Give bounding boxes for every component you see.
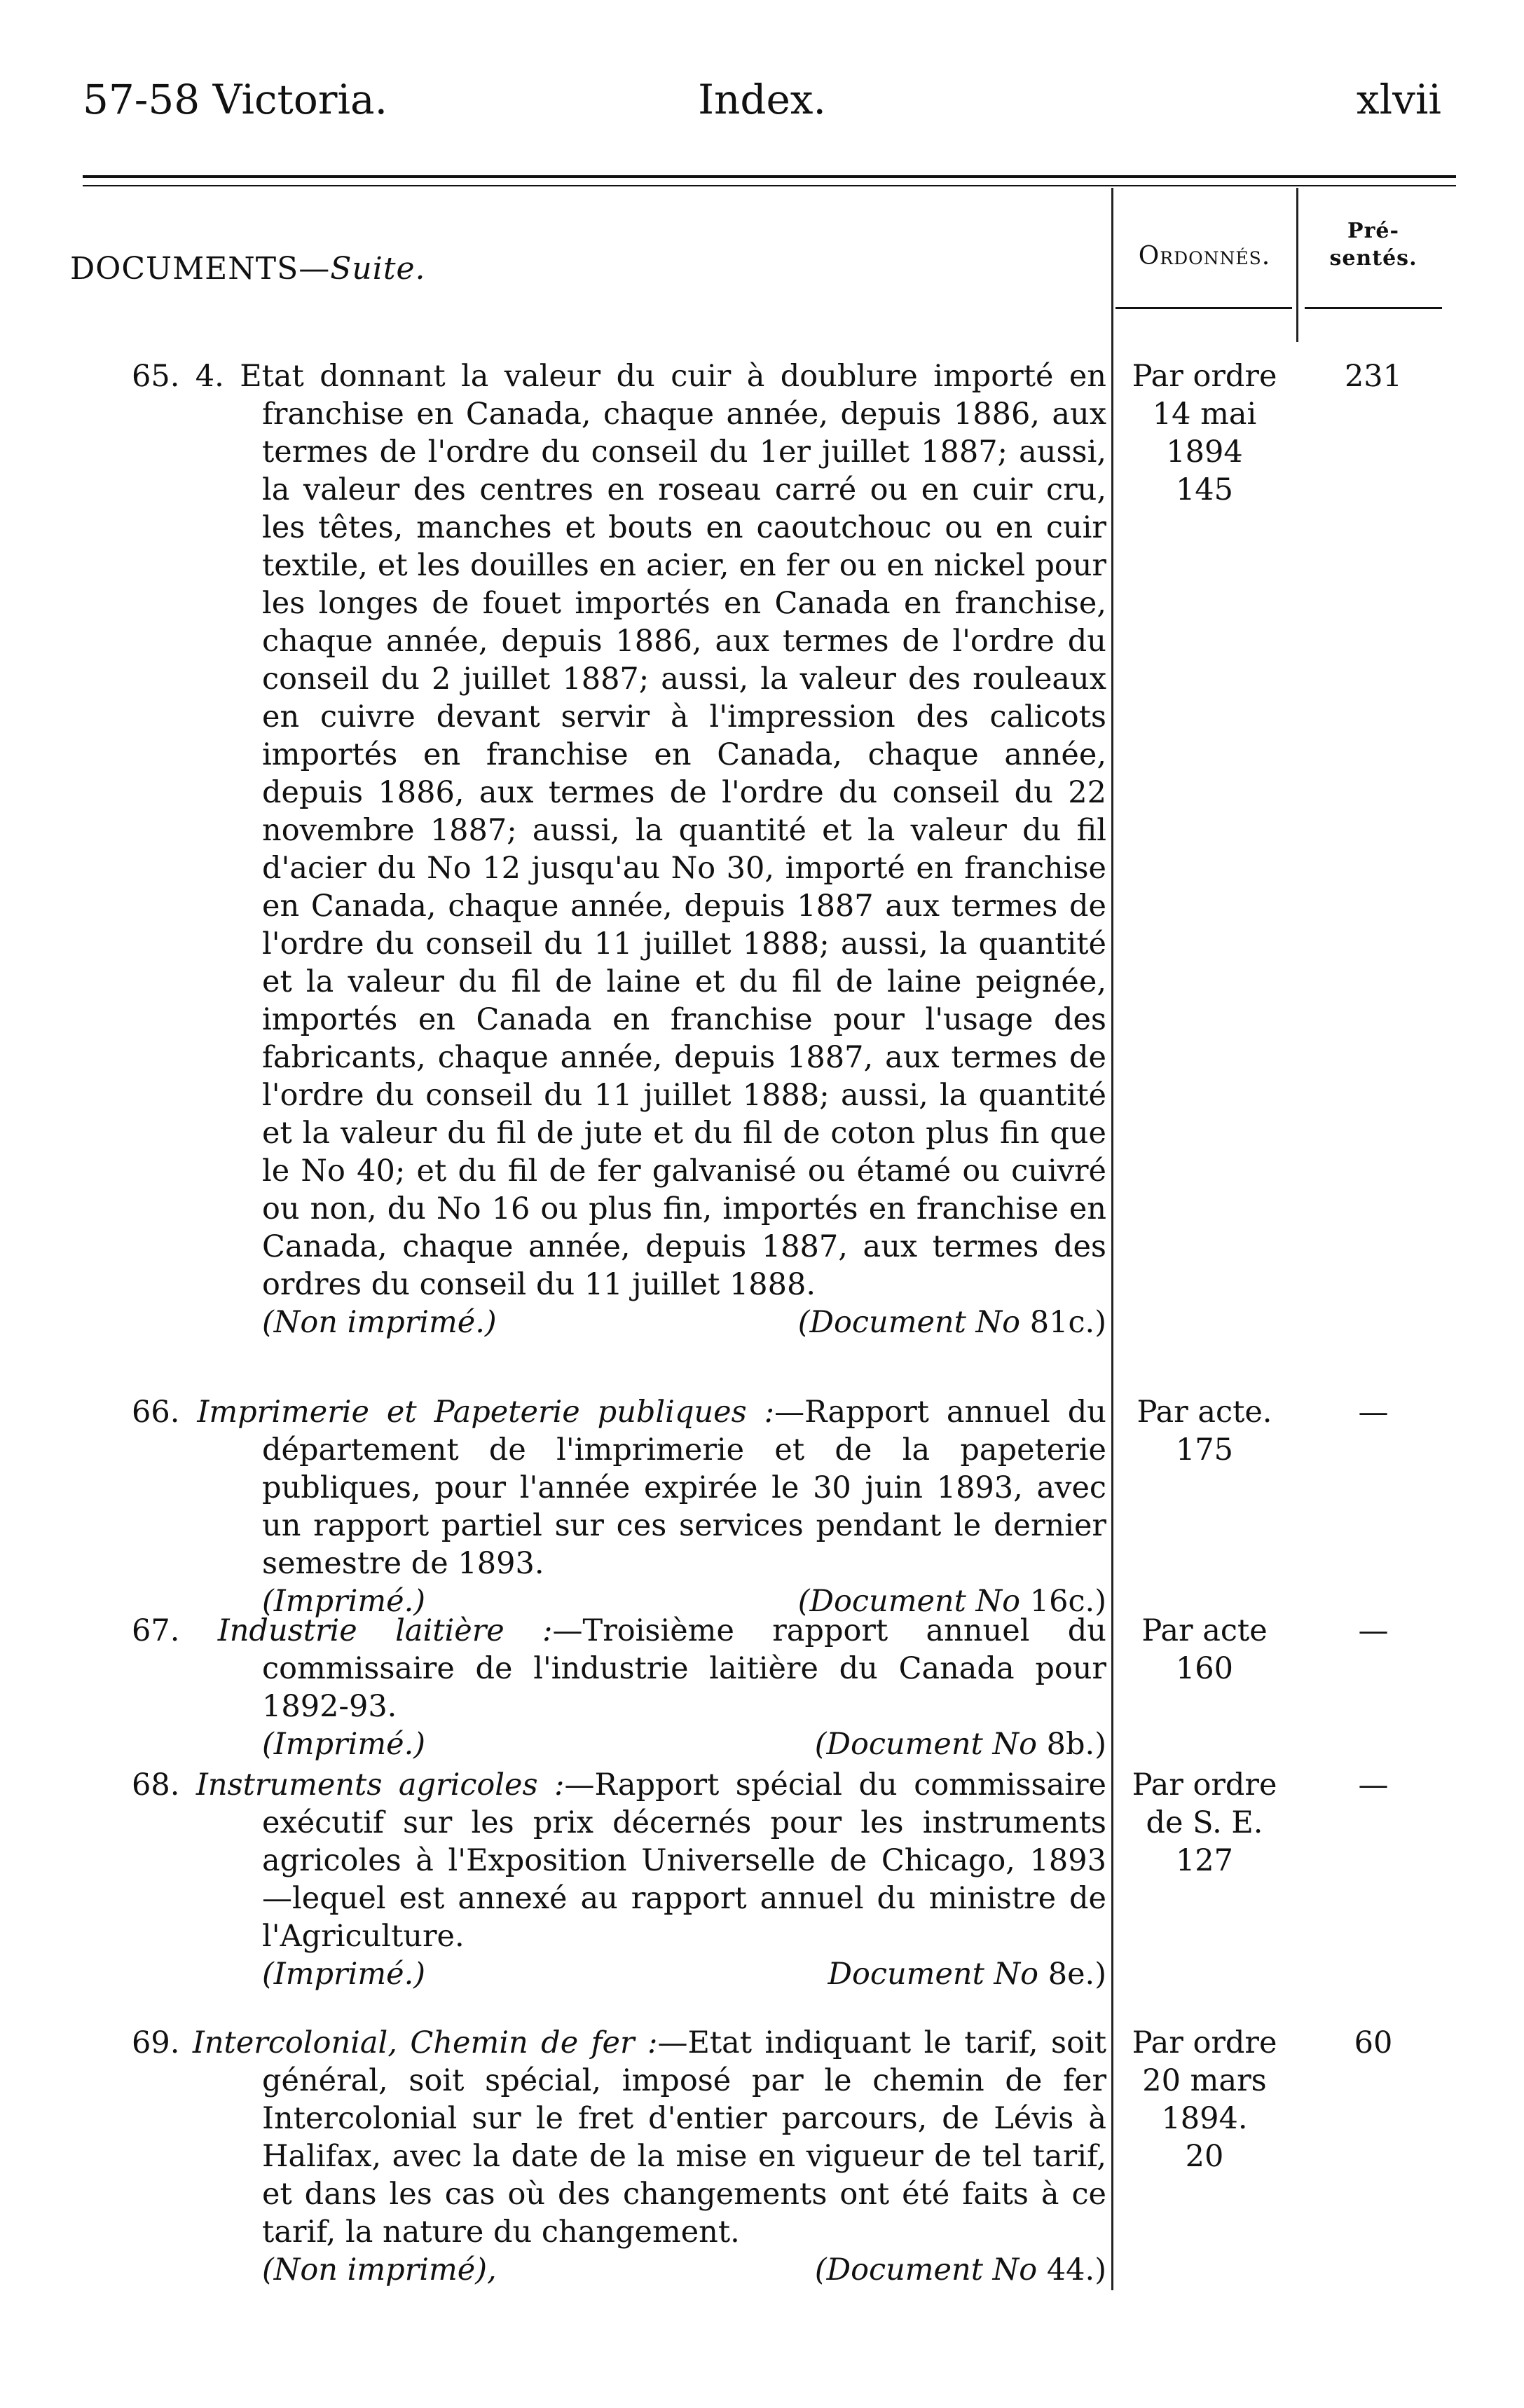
column-header-presentes-line2: sentés. [1329, 246, 1417, 271]
ordonnes-line: 175 [1175, 1432, 1234, 1468]
entry-document-label: (Document No [814, 1727, 1037, 1762]
entry-body: —Rapport annuel du département de l'imprimerie et de la papeterie publiques, pour l'année expirée le 30 juin 1893, avec un rapport partiel sur ces services pendant le dernier semestre de 1893. [262, 1395, 1107, 1581]
section-heading [70, 251, 426, 287]
entry-document-number: 44.) [1046, 2252, 1106, 2287]
column-header-presentes-line1: Pré- [1347, 219, 1399, 243]
entry-presentes: — [1358, 1395, 1389, 1430]
ordonnes-line: 20 [1185, 2139, 1224, 2174]
index-entry [132, 2024, 1113, 2289]
entry-document-ref [828, 1955, 1106, 1993]
entry-document-number: 16c.) [1029, 1584, 1106, 1619]
entry-document-label: (Document No [797, 1305, 1021, 1340]
entry-body: —Troisième rapport annuel du commissaire de l'industrie laitière du Canada pour 1892-93. [262, 1613, 1107, 1724]
entry-print-status: (Non imprimé), [262, 2252, 497, 2287]
entry-number: 68. [132, 1767, 180, 1802]
ordonnes-line: 127 [1175, 1843, 1234, 1878]
entry-ordonnes [1115, 357, 1293, 509]
ordonnes-line: 20 mars [1142, 2063, 1267, 2098]
entry-presentes: — [1358, 1613, 1389, 1648]
ordonnes-line: Par acte. [1137, 1395, 1272, 1430]
index-entry [132, 1612, 1113, 1763]
ordonnes-line: de S. E. [1146, 1805, 1263, 1840]
running-header [83, 76, 1441, 132]
entry-print-status: (Non imprimé.) [262, 1305, 497, 1340]
ordonnes-line: Par ordre [1132, 2025, 1277, 2060]
entry-document-number: 8e.) [1048, 1957, 1106, 1992]
ordonnes-line: 145 [1175, 472, 1234, 507]
entry-ordonnes [1115, 2024, 1293, 2175]
column-header-ordonnes: Ordonnés. [1138, 242, 1271, 271]
entry-document-label: (Document No [797, 1584, 1021, 1619]
ordonnes-line: Par acte [1141, 1613, 1268, 1648]
header-page-number: xlvii [1356, 76, 1441, 123]
entry-number: 66. [132, 1395, 180, 1430]
column-header-rule [1115, 307, 1292, 309]
entry-subject: Industrie laitière : [217, 1613, 553, 1648]
section-suffix: Suite. [330, 251, 426, 287]
entry-print-status: (Imprimé.) [262, 1584, 426, 1619]
entry-ordonnes [1115, 1612, 1293, 1688]
entry-body: Etat donnant la valeur du cuir à doublure importé en franchise en Canada, chaque année, depuis 1886, aux termes de l'ordre du conseil du 1er juillet 1887; aussi, la valeur des centres en roseau carré ou en cuir cru, les têtes, manches et bouts en caoutchouc ou en cuir textile, et les douilles en acier, en fer ou en nickel pour les longes de fouet importés en Canada en franchise, chaque année, depuis 1886, aux termes de l'ordre du conseil du 2 juillet 1887; aussi, la valeur des rouleaux en cuivre devant servir à l'impression des calicots importés en franchise en Canada, chaque année, depuis 1886, aux termes de l'ordre du conseil du 22 novembre 1887; aussi, la quantité et la valeur du fil d'acier du No 12 jusqu'au No 30, importé en franchise en Canada, chaque année, depuis 1887 aux termes de l'ordre du conseil du 11 juillet 1888; aussi, la quantité et la valeur du fil de laine et du fil de laine peignée, importés en Canada en franchise pour l'usage des fabricants, chaque année, depuis 1887, aux termes de l'ordre du conseil du 11 juillet 1888; aussi, la quantité et la valeur du fil de jute et du fil de coton plus fin que le No 40; et du fil de fer galvanisé ou étamé ou cuivré ou non, du No 16 ou plus fin, importés en franchise en Canada, chaque année, depuis 1887, aux termes des ordres du conseil du 11 juillet 1888. [240, 359, 1106, 1302]
entry-document-ref [815, 1725, 1106, 1763]
section-title: DOCUMENTS— [70, 251, 331, 287]
entry-number: 67. [132, 1613, 180, 1648]
header-rule-thick [83, 175, 1456, 178]
entry-presentes: 60 [1354, 2025, 1393, 2060]
entry-number: 69. [132, 2025, 180, 2060]
ordonnes-line: 14 mai [1152, 397, 1257, 432]
entry-presentes: — [1358, 1767, 1389, 1802]
entry-body: —Etat indiquant le tarif, soit général, soit spécial, imposé par le chemin de fer Intercolonial sur le fret d'entier parcours, de Lévis à Halifax, avec la date de la mise en vigueur de tel tarif, et dans les cas où des changements ont été faits à ce tarif, la nature du changement. [262, 2025, 1106, 2250]
entry-document-ref [798, 1304, 1106, 1341]
ordonnes-line: Par ordre [1132, 359, 1277, 394]
entry-presentes: 231 [1344, 359, 1403, 394]
column-header-presentes [1300, 217, 1447, 272]
entry-number: 65. 4. [132, 359, 224, 394]
entry-subject: Instruments agricoles : [195, 1767, 565, 1802]
column-divider-presentes [1296, 188, 1298, 342]
entry-subject: Imprimerie et Papeterie publiques : [197, 1395, 775, 1430]
entry-subject: Intercolonial, Chemin de fer : [192, 2025, 658, 2060]
entry-print-status: (Imprimé.) [262, 1957, 426, 1992]
index-entry [132, 1393, 1113, 1620]
header-title: Index. [698, 76, 826, 123]
ordonnes-line: Par ordre [1132, 1767, 1277, 1802]
header-rule-thin [83, 185, 1456, 186]
entry-document-number: 8b.) [1046, 1727, 1106, 1762]
index-entry [132, 1766, 1113, 1993]
entry-body: —Rapport spécial du commissaire exécutif sur les prix décernés pour les instruments agricoles à l'Exposition Universelle de Chicago, 1893 —lequel est annexé au rapport annuel du ministre de l'Agriculture. [262, 1767, 1106, 1954]
index-entry [132, 357, 1113, 1341]
entry-ordonnes [1115, 1766, 1293, 1880]
entry-document-label: (Document No [814, 2252, 1038, 2287]
ordonnes-line: 1894. [1161, 2101, 1248, 2136]
entry-document-label: Document No [828, 1957, 1039, 1992]
column-header-rule [1305, 307, 1442, 309]
ordonnes-line: 160 [1175, 1651, 1234, 1686]
entry-ordonnes [1115, 1393, 1293, 1469]
entry-document-number: 81c.) [1029, 1305, 1106, 1340]
header-session: 57-58 Victoria. [83, 76, 388, 123]
entry-document-ref [815, 2251, 1106, 2289]
ordonnes-line: 1894 [1166, 435, 1243, 470]
entry-print-status: (Imprimé.) [262, 1727, 426, 1762]
